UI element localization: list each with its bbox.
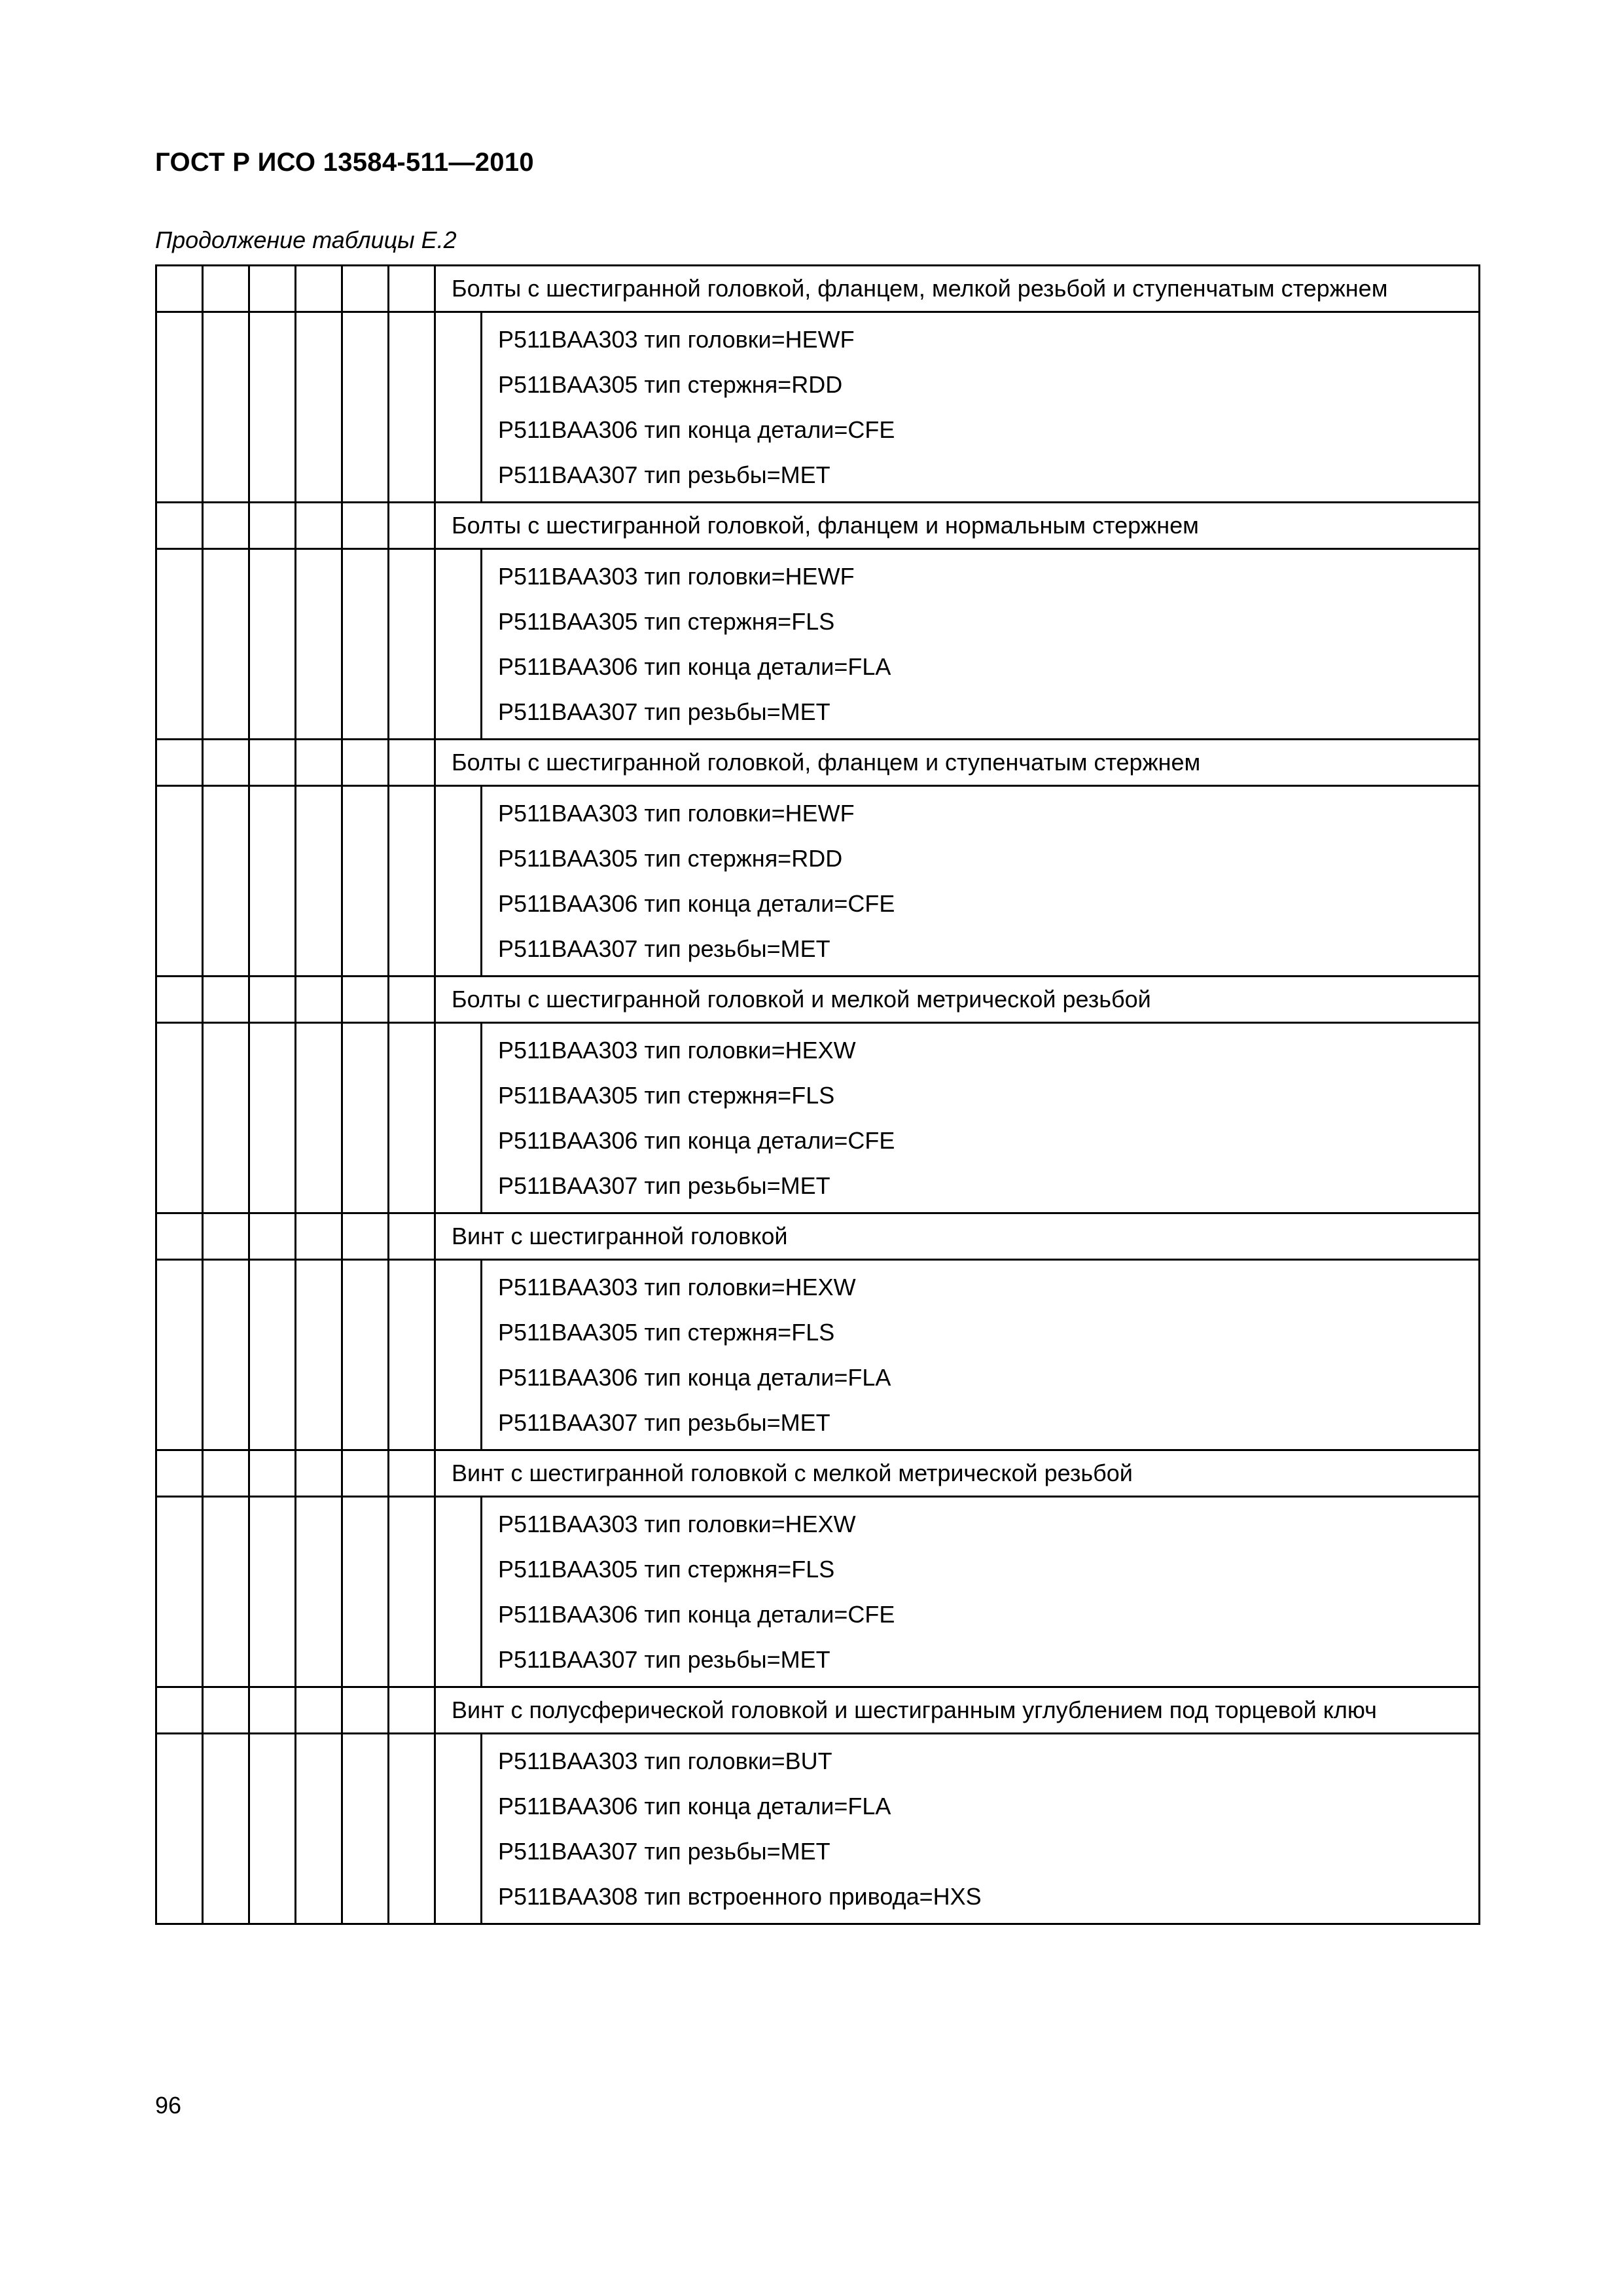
attribute-item: P511BAA303 тип головки=HEXW [498,1037,856,1064]
empty-cell [389,1734,435,1924]
attribute-item: P511BAA306 тип конца детали=CFE [498,1601,895,1628]
document-header: ГОСТ Р ИСО 13584-511—2010 [155,148,534,177]
table-row-attributes-6 [156,1734,1480,1924]
empty-cell [296,549,342,740]
attribute-item: P511BAA305 тип стержня=FLS [498,608,835,635]
empty-cell [435,549,482,740]
empty-cell [296,1213,342,1260]
empty-cell [203,1497,249,1687]
empty-cell [389,266,435,312]
attribute-list [482,1023,1480,1213]
attribute-item: P511BAA307 тип резьбы=MET [498,461,830,488]
empty-cell [203,312,249,503]
attribute-item: P511BAA307 тип резьбы=MET [498,698,830,725]
group-title: Болты с шестигранной головкой, фланцем и ступенчатым стержнем [435,740,1480,786]
empty-cell [156,266,203,312]
empty-cell [156,549,203,740]
empty-cell [203,977,249,1023]
empty-cell [249,1734,296,1924]
empty-cell [249,1260,296,1450]
empty-cell [389,1450,435,1497]
empty-cell [249,740,296,786]
empty-cell [389,549,435,740]
attribute-item: P511BAA306 тип конца детали=CFE [498,1127,895,1154]
attribute-list [482,312,1480,503]
attribute-list [482,1497,1480,1687]
empty-cell [203,1734,249,1924]
empty-cell [203,1213,249,1260]
attribute-list [482,1734,1480,1924]
attribute-item: P511BAA306 тип конца детали=CFE [498,890,895,917]
empty-cell [156,1260,203,1450]
empty-cell [435,1260,482,1450]
attribute-item: P511BAA306 тип конца детали=FLA [498,653,891,680]
empty-cell [249,1213,296,1260]
empty-cell [203,1687,249,1734]
empty-cell [435,312,482,503]
empty-cell [342,1450,389,1497]
table-row-attributes-1 [156,549,1480,740]
empty-cell [203,1260,249,1450]
empty-cell [249,977,296,1023]
empty-cell [249,786,296,977]
empty-cell [389,1687,435,1734]
empty-cell [342,786,389,977]
empty-cell [342,1687,389,1734]
empty-cell [249,1450,296,1497]
table-body [156,266,1480,1924]
empty-cell [435,1023,482,1213]
empty-cell [389,786,435,977]
empty-cell [342,1260,389,1450]
empty-cell [389,1497,435,1687]
empty-cell [296,1450,342,1497]
empty-cell [156,312,203,503]
attribute-item: P511BAA305 тип стержня=FLS [498,1556,835,1583]
table-row-attributes-5 [156,1497,1480,1687]
attribute-item: P511BAA303 тип головки=HEWF [498,563,855,590]
empty-cell [156,977,203,1023]
empty-cell [342,1213,389,1260]
attribute-item: P511BAA308 тип встроенного привода=HXS [498,1883,982,1910]
empty-cell [203,503,249,549]
specification-table [155,264,1480,1925]
attribute-item: P511BAA307 тип резьбы=MET [498,1838,830,1865]
empty-cell [156,786,203,977]
table-row-group-3 [156,977,1480,1023]
empty-cell [342,1023,389,1213]
empty-cell [203,1023,249,1213]
attribute-item: P511BAA307 тип резьбы=MET [498,1646,830,1673]
table-row-group-2 [156,740,1480,786]
empty-cell [342,503,389,549]
group-title: Винт с шестигранной головкой с мелкой метрической резьбой [435,1450,1480,1497]
attribute-item: P511BAA305 тип стержня=RDD [498,371,843,398]
group-title: Болты с шестигранной головкой и мелкой метрической резьбой [435,977,1480,1023]
empty-cell [296,786,342,977]
empty-cell [296,312,342,503]
group-title: Винт с шестигранной головкой [435,1213,1480,1260]
attribute-list [482,549,1480,740]
group-title: Винт с полусферической головкой и шестигранным углублением под торцевой ключ [435,1687,1480,1734]
attribute-item: P511BAA307 тип резьбы=MET [498,1409,830,1436]
table-caption: Продолжение таблицы Е.2 [155,226,457,253]
page-number: 96 [155,2092,182,2119]
attribute-item: P511BAA306 тип конца детали=FLA [498,1364,891,1391]
empty-cell [203,786,249,977]
attribute-item: P511BAA306 тип конца детали=FLA [498,1793,891,1820]
empty-cell [156,1687,203,1734]
group-title: Болты с шестигранной головкой, фланцем и нормальным стержнем [435,503,1480,549]
table-row-group-0 [156,266,1480,312]
empty-cell [249,549,296,740]
empty-cell [389,740,435,786]
empty-cell [435,1497,482,1687]
table-row-group-5 [156,1450,1480,1497]
empty-cell [389,977,435,1023]
group-title: Болты с шестигранной головкой, фланцем, мелкой резьбой и ступенчатым стержнем [435,266,1480,312]
table-row-attributes-3 [156,1023,1480,1213]
table-row-attributes-2 [156,786,1480,977]
attribute-list [482,786,1480,977]
attribute-item: P511BAA306 тип конца детали=CFE [498,416,895,443]
empty-cell [156,1497,203,1687]
empty-cell [435,786,482,977]
empty-cell [203,549,249,740]
empty-cell [389,1260,435,1450]
empty-cell [296,1687,342,1734]
empty-cell [389,1023,435,1213]
empty-cell [156,1023,203,1213]
empty-cell [249,503,296,549]
empty-cell [342,1497,389,1687]
empty-cell [435,1734,482,1924]
empty-cell [249,312,296,503]
empty-cell [342,549,389,740]
empty-cell [156,1734,203,1924]
empty-cell [203,1450,249,1497]
attribute-item: P511BAA303 тип головки=HEWF [498,326,855,353]
empty-cell [342,266,389,312]
attribute-item: P511BAA303 тип головки=HEXW [498,1511,856,1537]
table-row-attributes-4 [156,1260,1480,1450]
empty-cell [156,740,203,786]
empty-cell [296,1023,342,1213]
table-row-group-6 [156,1687,1480,1734]
empty-cell [296,1260,342,1450]
attribute-item: P511BAA307 тип резьбы=MET [498,935,830,962]
empty-cell [156,1450,203,1497]
empty-cell [342,312,389,503]
empty-cell [296,1497,342,1687]
attribute-item: P511BAA305 тип стержня=FLS [498,1319,835,1346]
empty-cell [249,1023,296,1213]
attribute-item: P511BAA303 тип головки=HEWF [498,800,855,827]
empty-cell [296,1734,342,1924]
empty-cell [296,740,342,786]
attribute-item: P511BAA305 тип стержня=FLS [498,1082,835,1109]
empty-cell [389,503,435,549]
empty-cell [389,312,435,503]
attribute-item: P511BAA303 тип головки=HEXW [498,1274,856,1300]
empty-cell [342,740,389,786]
table-row-attributes-0 [156,312,1480,503]
empty-cell [249,266,296,312]
attribute-list [482,1260,1480,1450]
empty-cell [342,1734,389,1924]
empty-cell [296,266,342,312]
empty-cell [156,1213,203,1260]
table-row-group-1 [156,503,1480,549]
attribute-item: P511BAA307 тип резьбы=MET [498,1172,830,1199]
attribute-item: P511BAA305 тип стержня=RDD [498,845,843,872]
empty-cell [389,1213,435,1260]
empty-cell [203,740,249,786]
empty-cell [296,503,342,549]
table-row-group-4 [156,1213,1480,1260]
empty-cell [296,977,342,1023]
empty-cell [156,503,203,549]
empty-cell [249,1497,296,1687]
empty-cell [203,266,249,312]
empty-cell [342,977,389,1023]
attribute-item: P511BAA303 тип головки=BUT [498,1748,832,1774]
empty-cell [249,1687,296,1734]
